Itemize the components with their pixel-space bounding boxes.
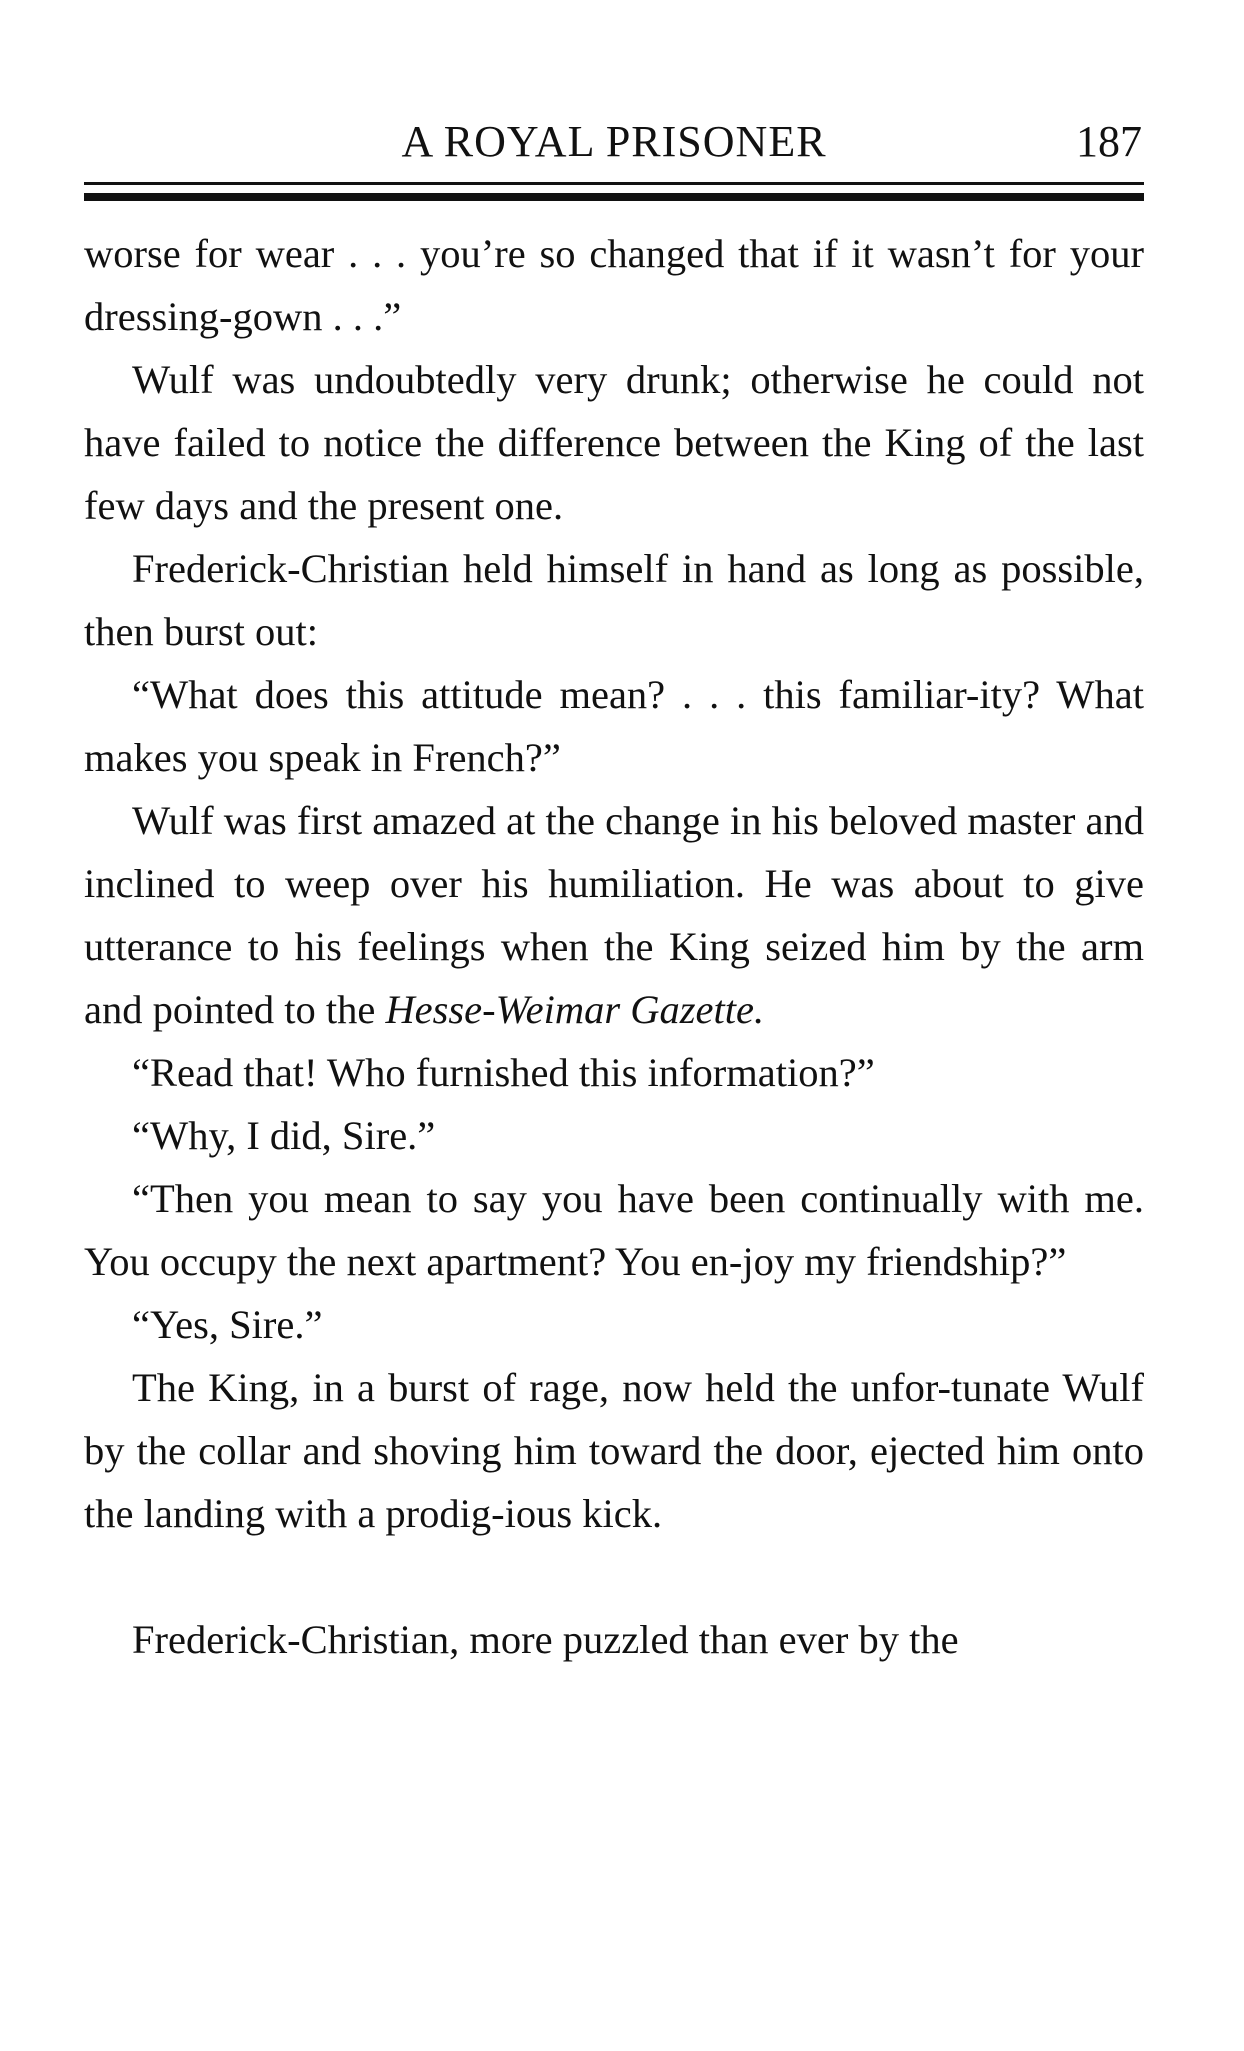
page-number: 187 xyxy=(1076,117,1142,166)
running-title: A ROYAL PRISONER xyxy=(401,117,827,166)
header-rule-thin xyxy=(84,182,1144,185)
body-text xyxy=(84,222,1144,1671)
paragraph xyxy=(84,789,1144,1041)
paragraph-continued: worse for wear . . . you’re so changed that if it wasn’t for your dressing-gown . . .” xyxy=(84,231,1144,339)
header-rule-thick xyxy=(84,193,1144,201)
paragraph: “Yes, Sire.” xyxy=(132,1302,323,1347)
paragraph: Frederick-Christian held himself in hand as long as possible, then burst out: xyxy=(84,546,1144,654)
paragraph: The King, in a burst of rage, now held the unfor-tunate Wulf by the collar and shoving him toward the door, ejected him onto the landing with a prodig-ious kick. xyxy=(84,1365,1144,1536)
paragraph: “Read that! Who furnished this information?” xyxy=(132,1050,875,1095)
paragraph: “What does this attitude mean? . . . this familiar-ity? What makes you speak in French?” xyxy=(84,672,1144,780)
paragraph: “Why, I did, Sire.” xyxy=(132,1113,436,1158)
paragraph-text: Wulf was first amazed at the change in his beloved master and inclined to weep over his humiliation. He was about to give utterance to his feelings when the King seized him by the arm and pointed to the xyxy=(84,798,1144,1032)
paragraph: Frederick-Christian, more puzzled than ever by the xyxy=(132,1617,959,1662)
gazette-title: Hesse-Weimar Gazette. xyxy=(385,987,765,1032)
paragraph: Wulf was undoubtedly very drunk; otherwise he could not have failed to notice the difference between the King of the last few days and the present one. xyxy=(84,357,1144,528)
running-head xyxy=(84,112,1144,172)
paragraph: “Then you mean to say you have been continually with me. You occupy the next apartment? You en-joy my friendship?” xyxy=(84,1176,1144,1284)
